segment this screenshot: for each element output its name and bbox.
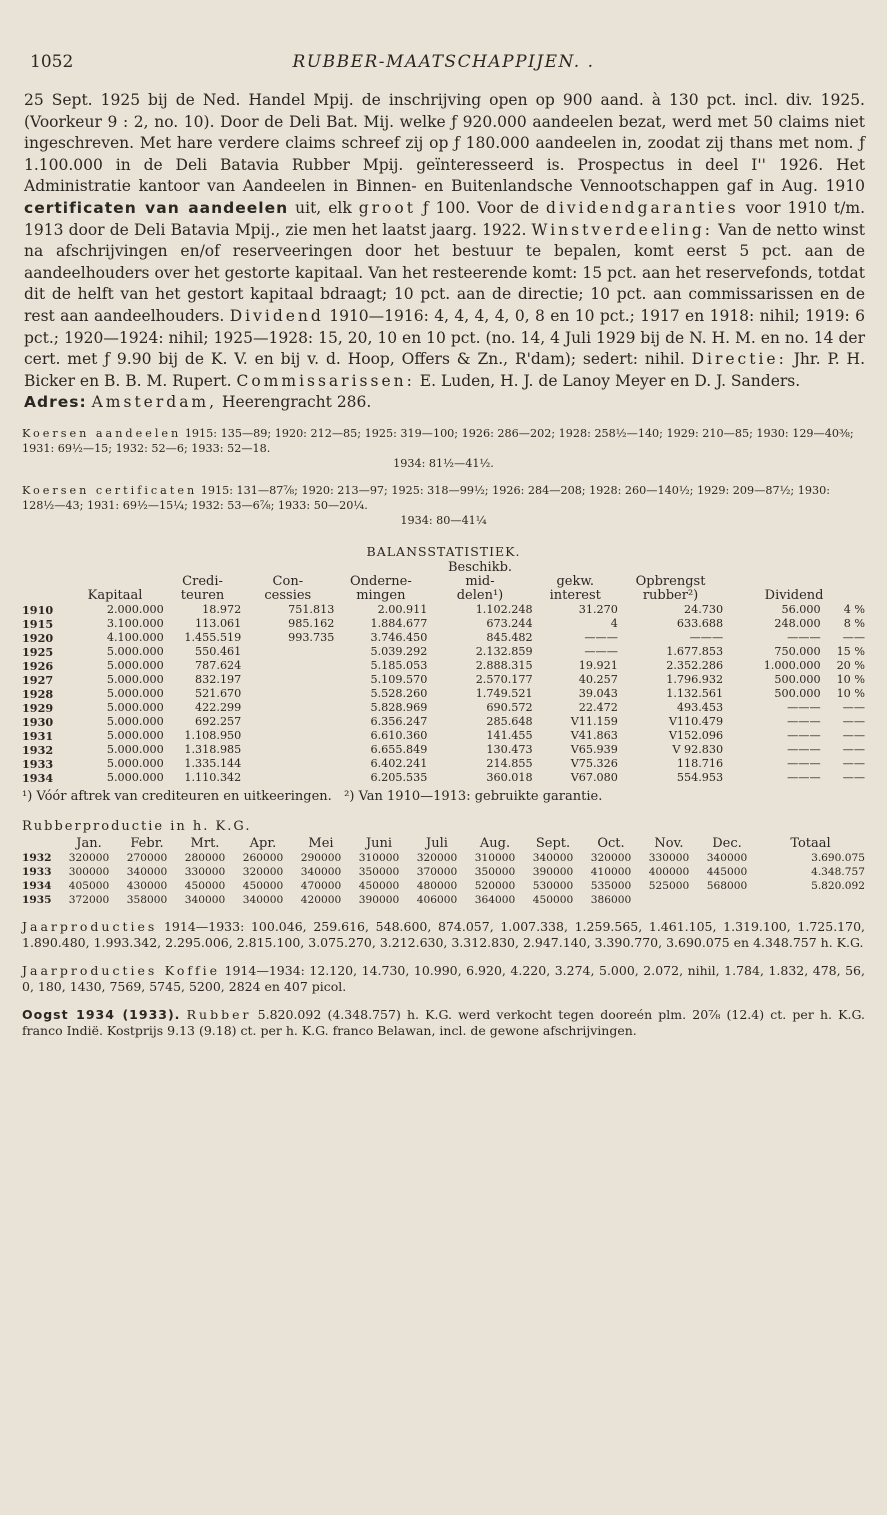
table-row (22, 659, 865, 673)
table-cell: 1.749.521 (475, 686, 533, 700)
month-header: Sept. (535, 835, 571, 851)
header-ondernemingen-2: mingen (356, 587, 406, 603)
table-cell: 993.735 (288, 630, 335, 644)
table-cell: 285.648 (486, 714, 533, 728)
table-row (22, 729, 865, 743)
month-header: Febr. (130, 835, 164, 851)
table-cell: 214.855 (486, 756, 533, 770)
table-cell (241, 659, 334, 673)
table-cell: 370000 (416, 865, 458, 878)
table-cell: 4.348.757 (811, 865, 865, 878)
table-cell: 5.828.969 (370, 700, 428, 714)
table-cell: 118.716 (676, 756, 724, 770)
table-cell: 40.257 (578, 672, 618, 686)
table-cell: 450000 (184, 879, 226, 892)
table-row (22, 617, 865, 631)
table-cell: 2.132.859 (475, 644, 533, 658)
table-cell (698, 893, 756, 907)
table-cell: ——— (787, 756, 821, 770)
rubberproductie-title: Rubberproductie in h. K.G. (22, 818, 252, 834)
table-cell: 130.473 (486, 742, 533, 756)
table-row (22, 645, 865, 659)
spaced-word-dividend: Dividend (229, 306, 324, 325)
header-concessies-1: Con- (272, 573, 304, 589)
header-opbrengst-2: rubber²) (642, 587, 699, 603)
table-cell: 320000 (590, 851, 632, 864)
table-row (22, 879, 865, 893)
jaarproducties-koffie (22, 963, 865, 995)
jaarproducties (22, 919, 865, 951)
table-cell: 1928 (22, 686, 54, 701)
table-cell: 470000 (300, 879, 342, 892)
oogst (22, 1007, 865, 1039)
table-cell: 10 % (836, 686, 865, 700)
oogst-rubber: Rubber (186, 1006, 252, 1022)
table-cell: 260000 (242, 851, 284, 864)
header-concessies-2: cessies (264, 587, 312, 603)
month-header: Juli (426, 835, 448, 851)
spaced-word-winstverdeeling: Winstverdeeling: (531, 220, 713, 239)
oogst-label: Oogst 1934 (1933). (22, 1006, 181, 1022)
table-cell: 430000 (126, 879, 168, 892)
table-cell: 450000 (242, 879, 284, 892)
table-cell: 520000 (474, 879, 516, 892)
table-cell: 340000 (126, 865, 168, 878)
table-cell: 450000 (358, 879, 400, 892)
jaarproducties-koffie-text: 1914—1934: 12.120, 14.730, 10.990, 6.920, 4.220, 3.274, 5.000, 2.072, nihil, 1.784, 1.832, 478, 56, 0, 180, 1430, 7569, 5745, 5200, 2824 en 407 picol. (22, 962, 865, 994)
table-cell: 22.472 (578, 700, 618, 714)
table-cell: ——— (787, 770, 821, 784)
table-cell: 1.455.519 (184, 630, 242, 644)
table-cell: 1.132.561 (666, 686, 724, 700)
table-cell: 750.000 (774, 644, 821, 658)
table-cell: 8 % (843, 616, 865, 630)
table-cell: —— (842, 714, 865, 728)
table-cell: —— (842, 756, 865, 770)
table-cell: 787.624 (195, 658, 242, 672)
table-cell: 2.888.315 (475, 658, 533, 672)
table-cell: V65.939 (570, 742, 618, 756)
page-number: 1052 (30, 52, 74, 72)
table-cell: 6.402.241 (370, 756, 428, 770)
table-row (22, 771, 865, 785)
table-cell: 3.100.000 (106, 616, 164, 630)
table-cell: 751.813 (288, 602, 335, 616)
spaced-word-directie: Directie: (691, 350, 787, 369)
table-cell (241, 673, 334, 687)
table-cell: 410000 (590, 865, 632, 878)
balans-footnotes (22, 789, 865, 805)
jaarproducties-koffie-label: Jaarproducties Koffie (22, 962, 220, 978)
month-header: Aug. (479, 835, 511, 851)
header-interest-2: interest (549, 587, 601, 603)
table-cell: 19.921 (578, 658, 618, 672)
month-header: Apr. (249, 835, 277, 851)
table-cell: ——— (689, 630, 724, 644)
month-header: Mei (308, 835, 334, 851)
certificaten-heading: certificaten van aandeelen (24, 198, 289, 217)
table-cell: ——— (584, 644, 618, 658)
table-cell: 248.000 (774, 616, 821, 630)
table-cell: 692.257 (195, 714, 242, 728)
table-cell: 5.109.570 (370, 672, 428, 686)
table-cell: 1.000.000 (763, 658, 821, 672)
text-run: 25 Sept. 1925 bij de Ned. Handel Mpij. de inschrijving open op 900 aand. à 130 pct. incl. div. 1925. (Voorkeur 9 : 2, no. 10). Door de Deli Bat. Mij. welke ƒ 920.000 aandeelen bezat, werd met 50 claims niet ingeschreven. Met hare verdere claims schreef zij op ƒ 180.000 aandeelen in, zoodat zij thans met nom. ƒ 1.100.000 in de Deli Batavia Rubber Mpij. geïnteresseerd is. Prospectus in deel I'' 1926. Het Administratie kantoor van Aandeelen in Binnen- en Buitenlandsche Vennootschappen gaf in Aug. 1910 (24, 91, 865, 196)
table-cell: 400000 (648, 865, 690, 878)
table-cell: 1910 (22, 602, 54, 617)
adres-city: Amsterdam, (91, 393, 218, 412)
table-cell: V11.159 (570, 714, 618, 728)
table-cell: 6.356.247 (370, 714, 428, 728)
table-cell: 320000 (68, 851, 110, 864)
table-cell: 673.244 (486, 616, 533, 630)
table-cell: 5.039.292 (370, 644, 428, 658)
table-cell: 360.018 (486, 770, 533, 784)
month-header: Jan. (76, 835, 102, 851)
table-cell: 5.000.000 (106, 644, 164, 658)
table-cell: 5.000.000 (106, 700, 164, 714)
table-cell: 568000 (706, 879, 748, 892)
table-cell: 500.000 (774, 686, 821, 700)
table-cell: V110.479 (668, 714, 724, 728)
koersen-certificaten (22, 483, 865, 528)
table-cell: 1934 (22, 770, 54, 785)
table-cell: ——— (584, 630, 618, 644)
table-cell: —— (842, 630, 865, 644)
table-cell: 10 % (836, 672, 865, 686)
table-cell: 340000 (184, 893, 226, 906)
table-cell (241, 729, 334, 743)
table-cell: 320000 (416, 851, 458, 864)
table-cell (241, 715, 334, 729)
table-cell: 39.043 (578, 686, 618, 700)
table-cell: 1.796.932 (666, 672, 724, 686)
table-cell: 5.000.000 (106, 770, 164, 784)
table-cell: ——— (787, 742, 821, 756)
table-cell: 1.318.985 (184, 742, 242, 756)
table-cell: ——— (787, 630, 821, 644)
text-run: Jhr. P. H. Bicker en B. B. M. Rupert. (24, 350, 865, 390)
table-cell: 4 (610, 616, 618, 630)
header-crediteuren-2: teuren (180, 587, 225, 603)
table-cell: 4.100.000 (106, 630, 164, 644)
balans-rows (22, 603, 865, 785)
table-cell: 320000 (242, 865, 284, 878)
table-cell: 1915 (22, 616, 54, 631)
table-cell: 1933 (22, 756, 54, 771)
table-cell: 530000 (532, 879, 574, 892)
footnote-1: ¹) Vóór aftrek van crediteuren en uitkeeringen. (22, 788, 332, 804)
table-cell: 386000 (590, 893, 632, 906)
table-cell: V67.080 (570, 770, 618, 784)
table-cell: 1.102.248 (475, 602, 533, 616)
table-cell: 525000 (648, 879, 690, 892)
table-cell: 270000 (126, 851, 168, 864)
table-cell: 4 % (843, 602, 865, 616)
table-cell (241, 701, 334, 715)
header-opbrengst-1: Opbrengst (635, 573, 706, 589)
table-cell: 340000 (706, 851, 748, 864)
table-cell: 480000 (416, 879, 458, 892)
text-run: uit, elk (295, 198, 352, 217)
text-run: ƒ 100. Voor de (422, 198, 540, 217)
table-cell: 1932 (22, 742, 54, 757)
table-cell: 15 % (836, 644, 865, 658)
table-cell (241, 757, 334, 771)
table-cell: 364000 (474, 893, 516, 906)
table-cell: 56.000 (781, 602, 821, 616)
header-crediteuren-1: Credi- (182, 573, 223, 589)
table-cell: 450000 (532, 893, 574, 906)
table-cell: 1933 (22, 865, 52, 878)
table-cell: 405000 (68, 879, 110, 892)
table-cell: 340000 (532, 851, 574, 864)
table-cell: 550.461 (195, 644, 242, 658)
text-run: voor 1910 t/m. 1913 door de Deli Batavia Mpij., zie men het laatst jaarg. 1922. (24, 198, 865, 239)
table-cell: —— (842, 728, 865, 742)
spaced-word-groot: groot (358, 198, 416, 217)
koersen-aandeelen-text: 1915: 135—89; 1920: 212—85; 1925: 319—100; 1926: 286—202; 1928: 258½—140; 1929: 210—85; 1930: 129—40⅜; 1931: 69½—15; 1932: 52—6; 1933: 52—18. (22, 426, 854, 455)
table-cell: 350000 (474, 865, 516, 878)
table-cell: 6.610.360 (370, 728, 428, 742)
table-cell: V41.863 (570, 728, 618, 742)
table-cell: 372000 (68, 893, 110, 906)
table-cell: 330000 (184, 865, 226, 878)
table-cell: 445000 (706, 865, 748, 878)
table-cell: 310000 (358, 851, 400, 864)
table-cell: 1920 (22, 630, 54, 645)
header-beschikbaar-1: Beschikb. (447, 559, 513, 575)
table-cell: 141.455 (486, 728, 533, 742)
table-cell: 3.746.450 (370, 630, 428, 644)
table-row (22, 673, 865, 687)
table-cell: 521.670 (195, 686, 242, 700)
balans-table (22, 561, 865, 785)
table-cell: 985.162 (288, 616, 335, 630)
table-cell: 1.110.342 (184, 770, 242, 784)
table-cell: 554.953 (676, 770, 724, 784)
text-run: E. Luden, H. J. de Lanoy Meyer en D. J. Sanders. (419, 371, 801, 390)
table-cell (241, 743, 334, 757)
koersen-aandeelen (22, 426, 865, 471)
table-cell (241, 645, 334, 659)
table-cell: 5.000.000 (106, 658, 164, 672)
rubberproductie-rows (22, 851, 865, 907)
header-dividend: Dividend (764, 587, 824, 603)
koersen-certificaten-text: 1915: 131—87⅞; 1920: 213—97; 1925: 318—99½; 1926: 284—208; 1928: 260—140½; 1929: 209—87½; 1930: 128½—43; 1931: 69½—15¼; 1932: 53—6⅞; 1933: 50—20¼. (22, 483, 830, 512)
table-row (22, 893, 865, 907)
table-cell: 500.000 (774, 672, 821, 686)
header-beschikbaar-3: delen¹) (456, 587, 504, 603)
month-header: Dec. (712, 835, 742, 851)
table-cell: 310000 (474, 851, 516, 864)
table-row (22, 851, 865, 865)
table-cell: 300000 (68, 865, 110, 878)
balans-title: BALANSSTATISTIEK. (366, 543, 521, 559)
table-cell: ——— (787, 700, 821, 714)
running-title: RUBBER-MAATSCHAPPIJEN. . (292, 52, 595, 72)
koersen-aandeelen-last: 1934: 81½—41½. (393, 456, 494, 470)
koersen-aandeelen-label: Koersen aandeelen (22, 426, 182, 440)
table-cell: V 92.830 (672, 742, 724, 756)
table-cell: 330000 (648, 851, 690, 864)
header-beschikbaar-2: mid- (465, 573, 495, 589)
table-cell: 390000 (358, 893, 400, 906)
table-cell: 5.000.000 (106, 742, 164, 756)
table-cell: 20 % (836, 658, 865, 672)
rubberproductie-table (22, 836, 865, 907)
table-cell: 5.185.053 (370, 658, 428, 672)
adres-label: Adres: (24, 393, 87, 412)
table-cell: 1930 (22, 714, 54, 729)
table-row (22, 631, 865, 645)
page-header (22, 50, 865, 90)
table-cell: 6.655.849 (370, 742, 428, 756)
table-cell: 1.884.677 (370, 616, 428, 630)
table-cell: 1926 (22, 658, 54, 673)
table-cell: V152.096 (668, 728, 724, 742)
table-cell (241, 687, 334, 701)
table-cell: 1.677.853 (666, 644, 724, 658)
koersen-certificaten-last: 1934: 80—41¼ (400, 513, 487, 527)
table-cell: 31.270 (578, 602, 618, 616)
table-cell: 1932 (22, 851, 52, 864)
table-cell: 2.570.177 (475, 672, 533, 686)
table-cell: —— (842, 770, 865, 784)
table-cell: 845.482 (486, 630, 533, 644)
table-cell: 5.000.000 (106, 756, 164, 770)
month-header: Totaal (790, 835, 831, 851)
table-cell: 422.299 (195, 700, 242, 714)
table-cell: 3.690.075 (811, 851, 865, 864)
header-interest-1: gekw. (556, 573, 595, 589)
table-row (22, 603, 865, 617)
month-header: Nov. (654, 835, 684, 851)
table-cell: 5.820.092 (811, 879, 865, 892)
text-run: 1910—1916: 4, 4, 4, 4, 0, 8 en 10 pct.; 1917 en 1918: nihil; 1919: 6 pct.; 1920—1924: nihil; 1925—1928: 15, 20, 10 en 10 pct. (no. 14, 4 Juli 1929 bij de N. H. M. en no. 14 der cert. met ƒ 9.90 bij de K. V. en bij v. d. Hoop, Offers & Zn., R'dam); sedert: nihil. (24, 306, 865, 369)
table-cell: 358000 (126, 893, 168, 906)
table-cell: 5.000.000 (106, 672, 164, 686)
table-row (22, 701, 865, 715)
table-cell (241, 771, 334, 785)
table-cell: 1927 (22, 672, 54, 687)
table-row (22, 743, 865, 757)
table-cell: 832.197 (195, 672, 242, 686)
header-ondernemingen-1: Onderne- (350, 573, 412, 589)
table-cell: 493.453 (676, 700, 724, 714)
table-cell: 1925 (22, 644, 54, 659)
table-cell: 1929 (22, 700, 54, 715)
month-header: Juni (365, 835, 393, 851)
footnote-2: ²) Van 1910—1913: gebruikte garantie. (344, 788, 603, 804)
table-cell: 340000 (300, 865, 342, 878)
table-cell: 5.528.260 (370, 686, 428, 700)
table-cell: 2.000.000 (106, 602, 164, 616)
table-cell (756, 893, 865, 907)
table-row (22, 687, 865, 701)
table-cell: 1935 (22, 893, 52, 906)
table-cell: V75.326 (570, 756, 618, 770)
table-cell: 1931 (22, 728, 54, 743)
table-cell: 5.000.000 (106, 714, 164, 728)
table-row (22, 715, 865, 729)
jaarproducties-label: Jaarproducties (22, 918, 158, 934)
jaarproducties-text: 1914—1933: 100.046, 259.616, 548.600, 874.057, 1.007.338, 1.259.565, 1.461.105, 1.319.100, 1.725.170, 1.890.480, 1.993.342, 2.295.006, 2.815.100, 3.075.270, 3.212.630, 3.312.830, 2.947.140, 3.390.770, 3.690.075 en 4.348.757 h. K.G. (22, 918, 865, 950)
table-cell (640, 893, 698, 907)
month-header: Mrt. (190, 835, 220, 851)
table-cell: 406000 (416, 893, 458, 906)
table-cell: 113.061 (195, 616, 242, 630)
table-cell: 633.688 (676, 616, 724, 630)
oogst-text: 5.820.092 (4.348.757) h. K.G. werd verkocht tegen dooreén plm. 20⅞ (12.4) ct. per h. K.G. franco Indië. Kostprijs 9.13 (9.18) ct. per h. K.G. franco Belawan, incl. de gewone afschrijvingen. (22, 1006, 865, 1038)
table-cell: 1.108.950 (184, 728, 242, 742)
table-cell: 535000 (590, 879, 632, 892)
table-row (22, 757, 865, 771)
table-cell: ——— (787, 728, 821, 742)
table-cell: 290000 (300, 851, 342, 864)
table-cell: 1934 (22, 879, 52, 892)
table-cell: 390000 (532, 865, 574, 878)
table-cell: 24.730 (684, 602, 724, 616)
table-cell: 5.000.000 (106, 686, 164, 700)
table-row (22, 865, 865, 879)
header-kapitaal: Kapitaal (87, 587, 143, 603)
table-cell: 280000 (184, 851, 226, 864)
table-cell: 350000 (358, 865, 400, 878)
koersen-certificaten-label: Koersen certificaten (22, 483, 198, 497)
table-cell: 1.335.144 (184, 756, 242, 770)
table-cell: 340000 (242, 893, 284, 906)
table-cell: 5.000.000 (106, 728, 164, 742)
adres-street: Heerengracht 286. (222, 393, 372, 412)
table-cell: 6.205.535 (370, 770, 428, 784)
spaced-word-dividendgaranties: dividendgaranties (546, 198, 739, 217)
spaced-word-commissarissen: Commissarissen: (236, 371, 415, 390)
main-paragraph (24, 90, 865, 414)
table-cell: —— (842, 700, 865, 714)
table-cell: 18.972 (202, 602, 242, 616)
month-header: Oct. (597, 835, 625, 851)
month-header-row (22, 836, 865, 851)
table-cell: 690.572 (486, 700, 533, 714)
table-cell: 420000 (300, 893, 342, 906)
text-run: Van de netto winst na afschrijvingen en/of reserveeringen door het bestuur te bepalen, komt eerst 5 pct. aan de aandeelhouders over het gestorte kapitaal. Van het resteerende komt: 15 pct. aan het reservefonds, totdat dit de helft van het gestort kapitaal bdraagt; 10 pct. aan de directie; 10 pct. aan commissarissen en de rest aan aandeelhouders. (24, 220, 865, 325)
table-cell: —— (842, 742, 865, 756)
table-cell: ——— (787, 714, 821, 728)
table-cell: 2.00.911 (377, 602, 428, 616)
table-cell: 2.352.286 (666, 658, 724, 672)
